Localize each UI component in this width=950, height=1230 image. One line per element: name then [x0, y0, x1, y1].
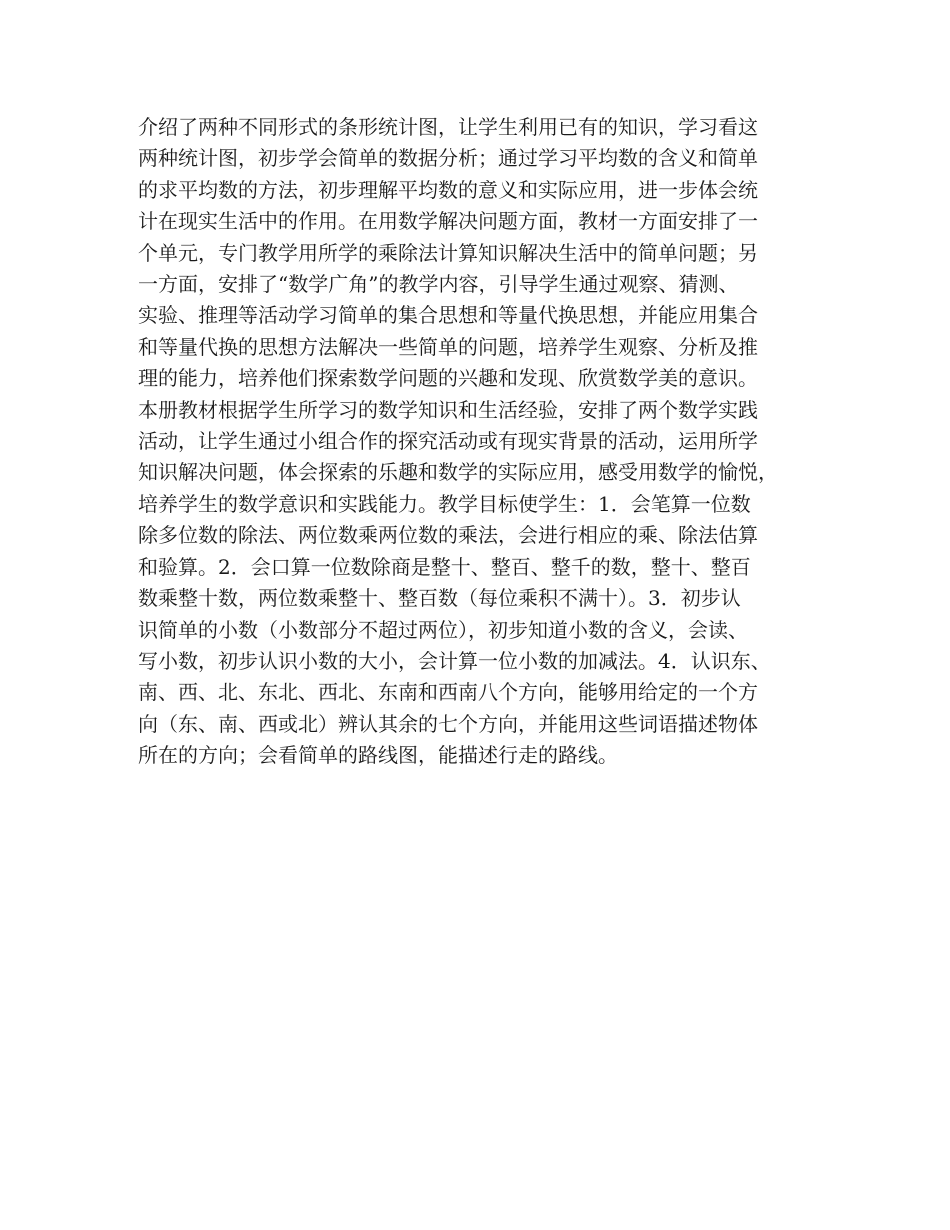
text-line: 除多位数的除法、两位数乘两位数的乘法，会进行相应的乘、除法估算 [138, 523, 758, 548]
text-line: 计在现实生活中的作用。在用数学解决问题方面，教材一方面安排了一 [138, 209, 758, 234]
text-line: 实验、推理等活动学习简单的集合思想和等量代换思想，并能应用集合 [138, 303, 758, 328]
text-line: 的求平均数的方法，初步理解平均数的意义和实际应用，进一步体会统 [138, 177, 758, 202]
text-line: 活动，让学生通过小组合作的探究活动或有现实背景的活动，运用所学 [138, 429, 758, 454]
text-line: 本册教材根据学生所学习的数学知识和生活经验，安排了两个数学实践 [138, 397, 758, 422]
text-line: 所在的方向；会看简单的路线图，能描述行走的路线。 [138, 743, 618, 768]
text-line: 写小数，初步认识小数的大小，会计算一位小数的加减法。4．认识东、 [138, 648, 771, 673]
text-line: 和验算。2．会口算一位数除商是整十、整百、整千的数，整十、整百 [138, 554, 751, 579]
text-line: 介绍了两种不同形式的条形统计图，让学生利用已有的知识，学习看这 [138, 115, 758, 139]
text-line: 一方面，安排了“数学广角”的教学内容，引导学生通过观察、猜测、 [138, 272, 739, 297]
text-line: 识简单的小数（小数部分不超过两位），初步知道小数的含义，会读、 [138, 617, 748, 642]
text-line: 数乘整十数，两位数乘整十、整百数（每位乘积不满十）。3．初步认 [138, 586, 741, 611]
text-line: 向（东、南、西或北）辨认其余的七个方向，并能用这些词语描述物体 [138, 711, 758, 736]
text-line: 两种统计图，初步学会简单的数据分析；通过学习平均数的含义和简单 [138, 146, 758, 171]
text-line: 和等量代换的思想方法解决一些简单的问题，培养学生观察、分析及推 [138, 334, 758, 359]
text-line: 理的能力，培养他们探索数学问题的兴趣和发现、欣赏数学美的意识。 [138, 366, 758, 391]
text-line: 南、西、北、东北、西北、东南和西南八个方向，能够用给定的一个方 [138, 680, 758, 705]
body-paragraph [138, 112, 838, 772]
text-line: 个单元，专门教学用所学的乘除法计算知识解决生活中的简单问题；另 [138, 240, 758, 265]
text-line: 培养学生的数学意识和实践能力。教学目标使学生：1．会笔算一位数 [138, 491, 751, 516]
text-line: 知识解决问题，体会探索的乐趣和数学的实际应用，感受用数学的愉悦， [138, 460, 778, 485]
